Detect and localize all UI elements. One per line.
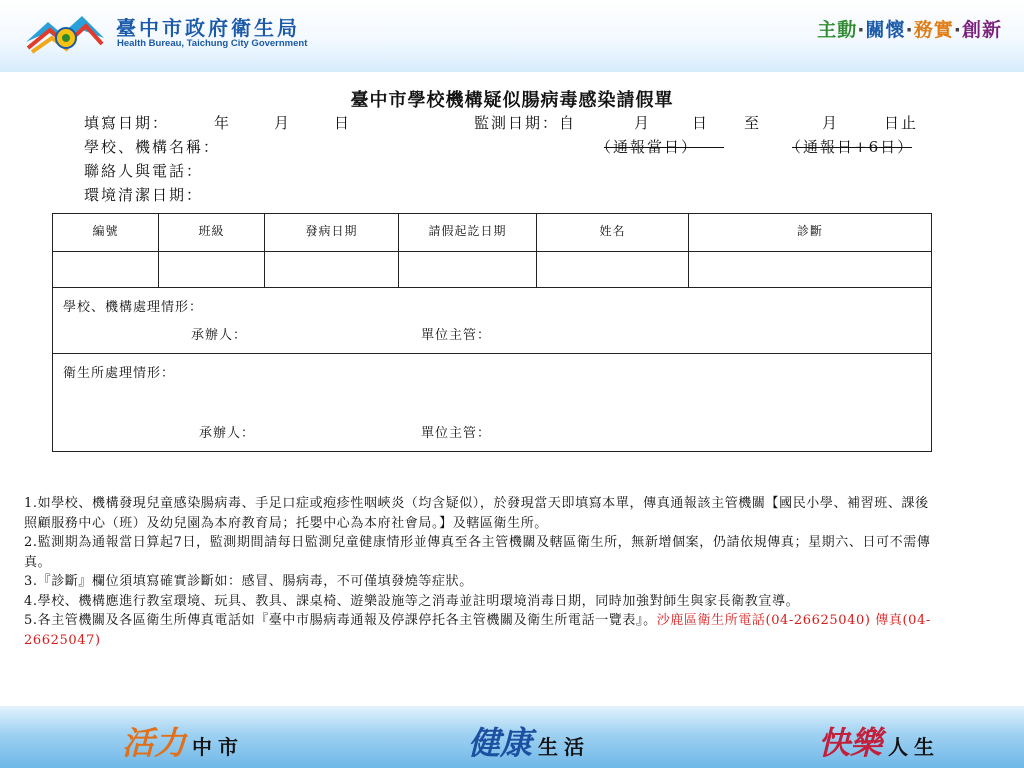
day-label: 日 <box>334 114 352 132</box>
note-1: 1.如學校、機構發現兒童感染腸病毒、手足口症或疱疹性咽峽炎（均含疑似），於發現當天即填寫本單，傳真通報該主管機關【國民小學、補習班、課後照顧服務中心（班）及幼兒園為本府教育局；托嬰中心為本府社會局。】及轄區衛生所。 <box>24 496 929 531</box>
health-handling-row <box>53 353 932 451</box>
col-leave-period: 請假起訖日期 <box>399 214 537 252</box>
contact-label: 聯絡人與電話： <box>84 162 204 180</box>
footer-item-small: 生活 <box>538 735 591 759</box>
cell-class[interactable] <box>159 252 265 288</box>
monitor-until-label: 日止 <box>884 114 919 132</box>
col-name: 姓名 <box>537 214 689 252</box>
note-2: 2.監測期為通報當日算起7日，監測期間請每日監測兒童健康情形並傳真至各主管機關及轄區衛生所，無新增個案，仍請依規傳真；星期六、日可不需傳真。 <box>24 535 931 570</box>
footer-item-small: 中市 <box>192 735 245 759</box>
table-header-row <box>53 214 932 252</box>
report-plus6-note: （通報日+6日） <box>786 138 915 156</box>
footer-banner <box>0 706 1024 768</box>
note-5-contact: 沙鹿區衛生所電話(04-26625040) 傳真(04-26625047) <box>24 613 931 648</box>
cell-diagnosis[interactable] <box>689 252 932 288</box>
school-handling-label: 學校、機構處理情形： <box>63 300 204 316</box>
school-name-label: 學校、機構名稱： <box>84 138 221 156</box>
footer-item-big: 健康 <box>468 724 533 762</box>
clean-date-label: 環境清潔日期： <box>84 186 204 204</box>
note-5 <box>24 611 934 650</box>
footer-item-vitality <box>122 718 244 764</box>
school-handling-row <box>53 288 932 354</box>
report-table <box>52 213 932 452</box>
cell-number[interactable] <box>53 252 159 288</box>
slogan-word: 主動 <box>817 19 858 41</box>
monitor-to-label: 至 <box>744 114 762 132</box>
col-class: 班級 <box>159 214 265 252</box>
health-bureau-logo-icon <box>22 8 108 58</box>
slogan-word: 關懷 <box>865 19 906 41</box>
monitor-end-month: 月 <box>822 114 840 132</box>
year-label: 年 <box>214 114 232 132</box>
health-handling-cell[interactable] <box>53 353 932 451</box>
org-name-zh: 臺中市政府衛生局 <box>116 16 300 40</box>
note-3: 3.『診斷』欄位須填寫確實診斷如：感冒、腸病毒，不可僅填發燒等症狀。 <box>24 574 473 589</box>
cell-name[interactable] <box>537 252 689 288</box>
monitor-start-month: 月 <box>634 114 652 132</box>
table-row <box>53 252 932 288</box>
note-4: 4.學校、機構應進行教室環境、玩具、教具、課桌椅、遊樂設施等之消毒並註明環境消毒日期，同時加強對師生與家長衛教宣導。 <box>24 593 800 609</box>
footer-item-big: 快樂 <box>818 724 883 762</box>
health-supervisor-label: 單位主管： <box>421 425 492 441</box>
col-onset-date: 發病日期 <box>265 214 399 252</box>
school-supervisor-label: 單位主管： <box>421 328 492 344</box>
footer-item-health <box>468 718 590 764</box>
health-handler-label: 承辦人： <box>199 425 256 441</box>
slogan: 主動·關懷·務實·創新 <box>817 19 1002 41</box>
form-title: 臺中市學校機構疑似腸病毒感染請假單 <box>350 90 674 111</box>
report-day-note: （通報當日） <box>596 138 699 156</box>
cell-leave-period[interactable] <box>399 252 537 288</box>
footer-item-small: 人生 <box>888 735 941 759</box>
org-name-en: Health Bureau, Taichung City Government <box>117 38 308 49</box>
footer-item-big: 活力 <box>122 724 187 762</box>
health-handling-label: 衛生所處理情形： <box>63 365 176 381</box>
notes-section <box>24 494 934 650</box>
header-banner <box>0 0 1024 72</box>
school-handling-cell[interactable] <box>53 288 932 354</box>
col-diagnosis: 診斷 <box>689 214 932 252</box>
footer-item-happy <box>818 718 940 764</box>
note-5-text: 5.各主管機關及各區衛生所傳真電話如『臺中市腸病毒通報及停課停托各主管機關及衛生所電話一覽表』。 <box>24 613 657 628</box>
fill-date-label: 填寫日期： <box>84 114 170 132</box>
monitor-start-day: 日 <box>692 114 710 132</box>
slogan-word: 創新 <box>961 19 1002 41</box>
cell-onset-date[interactable] <box>265 252 399 288</box>
month-label: 月 <box>274 114 292 132</box>
monitor-date-label: 監測日期：自 <box>474 114 577 132</box>
col-number: 編號 <box>53 214 159 252</box>
slogan-word: 務實 <box>913 19 954 41</box>
school-handler-label: 承辦人： <box>191 328 248 344</box>
